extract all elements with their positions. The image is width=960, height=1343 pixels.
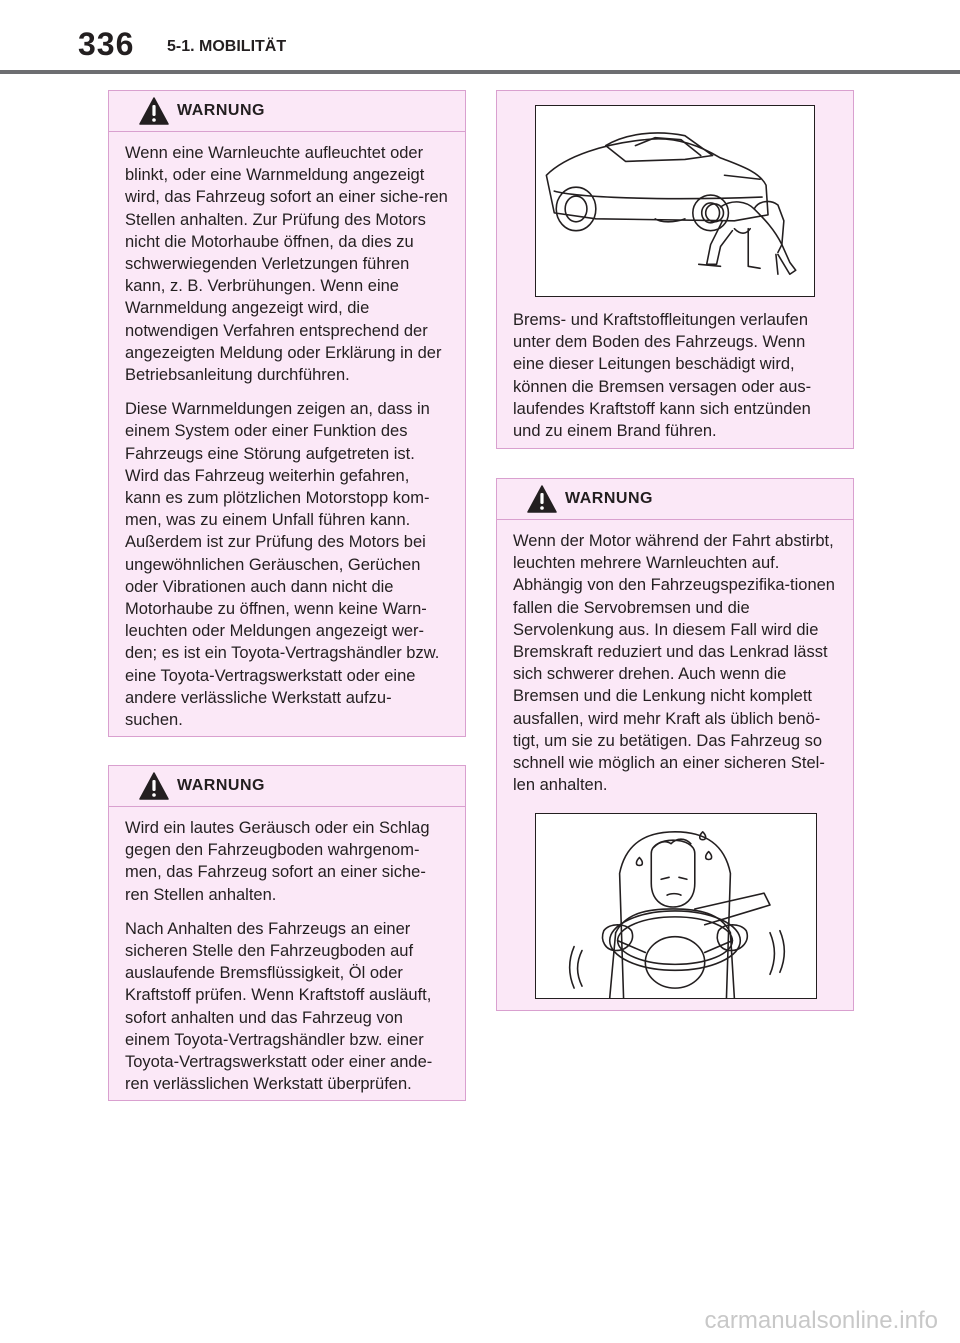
page-number: 336	[78, 26, 135, 62]
warning-triangle-icon	[139, 772, 169, 800]
warning-body	[497, 520, 853, 816]
warning-title: WARNUNG	[565, 490, 653, 507]
warning-paragraph: Wird ein lautes Geräusch oder ein Schlag gegen den Fahrzeugboden wahrgenom-men, das Fahrzeug sofort an einer siche-ren Stellen anhalten.	[125, 819, 430, 904]
warning-body	[109, 807, 465, 1115]
warning-box-3	[496, 478, 854, 1011]
warning-paragraph: Diese Warnmeldungen zeigen an, dass in einem System oder einer Funktion des Fahrzeugs eine Störung aufgetreten ist. Wird das Fahrzeug weiterhin gefahren, kann es zum plötzlichen Motorstopp kom-men, was zu einem Unfall führen kann. Außerdem ist zur Prüfung des Motors bei ungewöhnlichen Geräuschen, Gerüchen oder Vibrationen auch dann nicht die Motorhaube zu öffnen, wenn keine Warn-leuchten oder Meldungen angezeigt wer-den; es ist ein Toyota-Vertragshändler bzw. eine Toyota-Vertragswerkstatt oder eine andere verlässliche Werkstatt aufzu-suchen.	[125, 400, 440, 730]
car-inspection-illustration	[535, 105, 815, 297]
driver-struggling-steering-drawing	[536, 814, 816, 998]
header-rule	[0, 70, 960, 74]
warning-box-2	[108, 765, 466, 1101]
warning-paragraph: Nach Anhalten des Fahrzeugs an einer sicheren Stelle den Fahrzeugboden auf auslaufende Bremsflüssigkeit, Öl oder Kraftstoff prüfen. Wenn Kraftstoff ausläuft, sofort anhalten und das Fahrzeug von einem Toyota-Vertragshändler bzw. einer Toyota-Vertragswerkstatt oder einer ande-ren verlässlichen Werkstatt überprüfen.	[125, 919, 433, 1094]
warning-triangle-icon	[139, 97, 169, 125]
warning-title: WARNUNG	[177, 777, 265, 794]
warning-paragraph: Wenn der Motor während der Fahrt abstirbt, leuchten mehrere Warnleuchten auf. Abhängig von den Fahrzeugspezifika-tionen fallen die Servobremsen und die Servolenkung aus. In diesem Fall wird die Bremskraft reduziert und das Lenkrad lässt sich schwerer drehen. Auch wenn die Bremsen und die Lenkung nicht komplett ausfallen, wird mehr Kraft als üblich benö-tigt, um sie zu betätigen. Das Fahrzeug so schnell wie möglich an einer sicheren Stel-len anhalten.	[513, 532, 835, 795]
warning-title: WARNUNG	[177, 102, 265, 119]
page-header	[0, 0, 960, 76]
continued-body	[497, 299, 853, 462]
warning-header	[109, 766, 465, 807]
warning-paragraph: Wenn eine Warnleuchte aufleuchtet oder blinkt, oder eine Warnmeldung angezeigt wird, das Fahrzeug sofort an einer siche-ren Stellen anhalten. Zur Prüfung des Motors nicht die Motorhaube öffnen, da dies zu schwerwiegenden Verletzungen führen kann, z. B. Verbrühungen. Wenn eine Warnmeldung angezeigt wird, die notwendigen Verfahren entsprechend der angezeigten Meldung oder Erklärung in der Betriebsanleitung durchführen.	[125, 144, 448, 385]
warning-header	[109, 91, 465, 132]
warning-triangle-icon	[527, 485, 557, 513]
warning-header	[497, 479, 853, 520]
warning-box-1	[108, 90, 466, 737]
car-underbody-check-drawing	[536, 106, 814, 296]
continued-paragraph: Brems- und Kraftstoffleitungen verlaufen unter dem Boden des Fahrzeugs. Wenn eine dieser Leitungen beschädigt wird, können die Bremsen versagen oder aus-laufendes Kraftstoff kann sich entzünden und zu einem Brand führen.	[513, 311, 812, 441]
driver-steering-illustration	[535, 813, 817, 999]
footer-watermark: carmanualsonline.info	[704, 1307, 938, 1334]
continued-warning-box	[496, 90, 854, 449]
section-title: 5-1. MOBILITÄT	[167, 38, 287, 55]
warning-body	[109, 132, 465, 751]
